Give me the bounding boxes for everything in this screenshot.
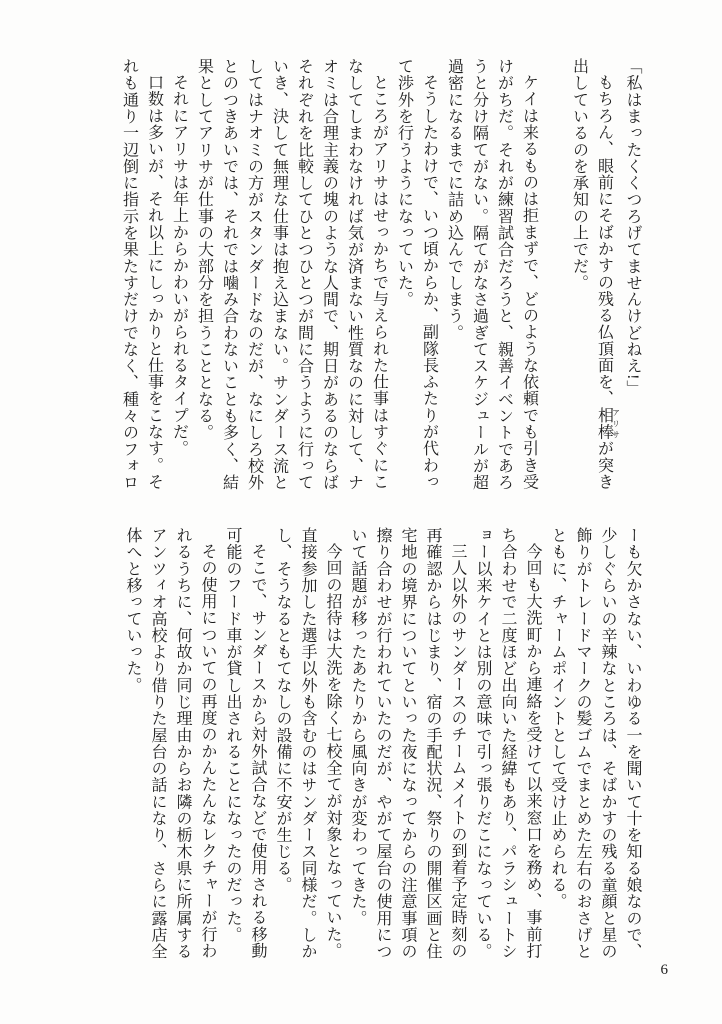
text-block-top	[117, 58, 646, 494]
paragraph: それにアリサは年上からかわいがられるタイプだ。	[170, 74, 188, 457]
paragraph: そうしたわけで、いつ頃からか、副隊長ふたりが代わって渉外を行うようになっていた。	[395, 58, 438, 490]
paragraph: ところがアリサはせっかちで与えられた仕事はすぐにこなしてしまわなければ気が済まない性質なのに対して、ナオミは合理主義の塊のような人間で、期日があるのならばそれぞれを比較してひとつひとつが間に合うように行っていき、決して無理な仕事は抱え込まない。サンダース流としてはナオミの方がスタンダードなのだが、なにしろ校外とのつきあいでは、それでは噛み合わないことも多く、結果としてアリサが仕事の大部分を担うこととなる。	[195, 58, 388, 491]
furigana: アリサ	[611, 406, 621, 441]
paragraph: 今回の招待は大洗を除く七校全てが対象となっていた。直接参加した選手以外も含むのはサンダース同様だ。しかし、そうなるともてなしの設備に不安が生じる。	[274, 527, 341, 960]
text-block-bottom	[120, 527, 645, 963]
paragraph: 今回も大洗町から連絡を受けて以来窓口を務め、事前打ち合わせで二度ほど出向いた経緯もあり、パラシュートショー以来ケイとは別の意味で引っ張りだこになっている。	[474, 527, 541, 960]
paragraph: その使用についての再度のかんたんなレクチャーが行われるうちに、何故か同じ理由からお隣の栃木県に所属するアンツィオ高校より借りた屋台の話になり、さらに露店全体へと移っていった。	[124, 527, 216, 960]
paragraph: 三人以外のサンダースのチームメイトの到着予定時刻の再確認からはじまり、宿の手配状況、祭りの開催区画と住宅地の境界についてといった夜になってからの注意事項の擦り合わせが行われていたのだが、やがて屋台の使用について話題が移ったあたりから風向きが変わってきた。	[349, 527, 466, 960]
paragraph: ケイは来るものは拒まずで、どのような依頼でも引き受けがちだ。それが練習試合だろうと、親善イベントであろうと分け隔てがない。隔てがなさ過ぎてスケジュールが超過密になるまでに詰め込んでしまう。	[445, 58, 538, 491]
page-number: 6	[660, 962, 668, 978]
paragraph-continuation: ーも欠かさない、いわゆる一を聞いて十を知る娘なので、少しぐらいの辛辣なところは、そばかすの残る童顔と星の飾りがトレードマークの髪ゴムでまとめた左右のおさげとともに、チャームポイントとして受け止められる。	[549, 527, 641, 960]
paragraph-text: もちろん、眼前にそばかすの残る仏頂面を、	[595, 74, 613, 407]
ruby-annotation	[595, 406, 621, 441]
ruby-base: 相棒	[595, 406, 613, 441]
paragraph-text: が突き出しているのを承知の上でだ。	[570, 58, 613, 491]
paragraph	[567, 58, 621, 494]
paragraph: 口数は多いが、それ以上にしっかりと仕事をこなす。それも通り一辺倒に指示を果たすだけでなく、種々のフォロ	[120, 58, 163, 491]
dialogue-line: 「私はまったくくつろげてませんけどねえ!」	[624, 58, 641, 397]
paragraph: そこで、サンダースから対外試合などで使用される移動可能のフード車が貸し出されることになったのだった。	[224, 527, 266, 959]
